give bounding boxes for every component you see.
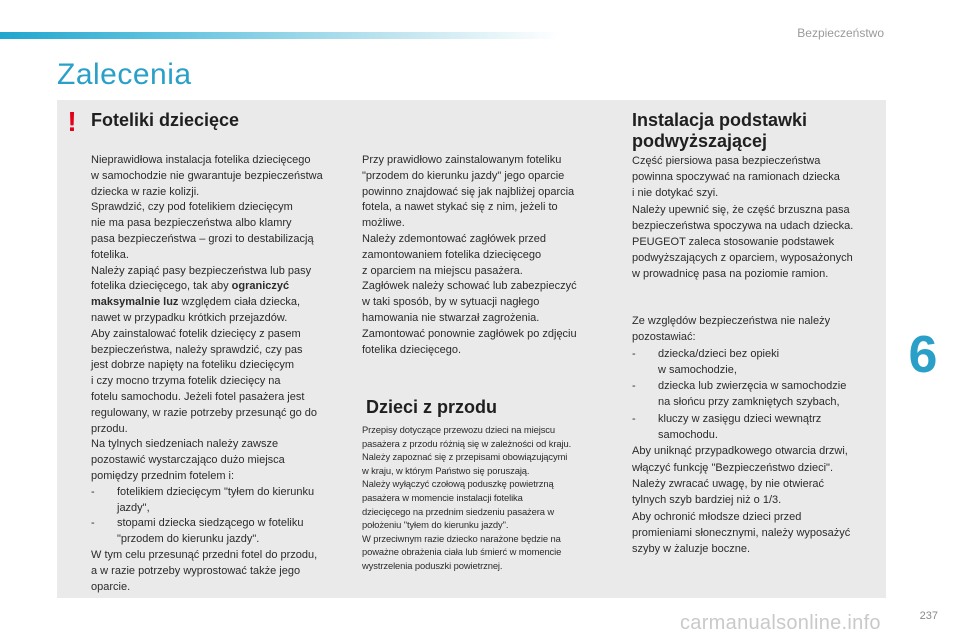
- text-line: W przeciwnym razie dziecko narażone będzie na: [362, 532, 561, 544]
- text-line: dziecka w razie kolizji.: [91, 185, 200, 198]
- text-line: pasa bezpieczeństwa – grozi to destabilizacją: [91, 232, 314, 245]
- text-line: w taki sposób, by w sytuacji nagłego: [362, 296, 540, 309]
- heading-line: podwyższającej: [632, 131, 768, 151]
- text-line: Należy zdemontować zagłówek przed: [362, 232, 547, 245]
- text-line: i czy mocno trzyma fotelik dziecięcy na: [91, 375, 281, 388]
- text-line: szyby w żaluzje boczne.: [632, 543, 750, 556]
- text-line: regulowany, w razie potrzeby przesunąć go do: [91, 406, 318, 419]
- text-line: Należy zapoznać się z przepisami obowiązującymi: [362, 451, 568, 463]
- bullet-dash: -: [632, 412, 636, 425]
- text-line: Należy wyłączyć czołową poduszkę powietrzną: [362, 478, 554, 490]
- text-line: Aby ochronić młodsze dzieci przed: [632, 510, 802, 523]
- text-line: i nie dotykać szyi.: [632, 187, 719, 200]
- bullet-dash: -: [91, 485, 95, 498]
- text-line: fotelu samochodu. Jeżeli fotel pasażera jest: [91, 390, 305, 403]
- headrest-text: [362, 153, 597, 358]
- text-line: Należy zapiąć pasy bezpieczeństwa lub pasy: [91, 264, 312, 277]
- text-line: promieniami słonecznymi, należy wyposażyć: [632, 526, 851, 539]
- bullet-text: dziecka lub zwierzęcia w samochodzie: [658, 380, 847, 393]
- bullet-dash: -: [91, 517, 95, 530]
- text-line: fotelika.: [91, 248, 129, 261]
- bullet-item: [632, 378, 884, 411]
- text-line: Nieprawidłowa instalacja fotelika dziecięcego: [91, 154, 311, 166]
- text-line: pasażera z przodu różnią się w zależności od kraju.: [362, 437, 572, 449]
- foteliki-text: [91, 153, 346, 595]
- safety-text: [632, 313, 884, 557]
- text-line: poważne obrażenia ciała lub śmierć w momencie: [362, 546, 562, 558]
- text-line: Należy upewnić się, że część brzuszna pasa: [632, 203, 850, 216]
- text-line: powinna spoczywać na ramionach dziecka: [632, 171, 840, 184]
- bullet-dash: -: [632, 347, 636, 360]
- text-line: Sprawdzić, czy pod fotelikiem dziecięcym: [91, 201, 293, 214]
- bullet-text: samochodu.: [658, 429, 718, 442]
- warning-icon: !: [67, 106, 77, 137]
- text-fragment: względem ciała dziecka,: [178, 296, 301, 309]
- text-line: w kraju, w którym Państwo się poruszają.: [362, 464, 530, 476]
- text-line: powinno znajdować się jak najbliżej oparcia: [362, 185, 575, 198]
- text-line: [91, 295, 346, 311]
- text-line: włączyć funkcję "Bezpieczeństwo dzieci".: [632, 461, 834, 474]
- text-line: Aby uniknąć przypadkowego otwarcia drzwi,: [632, 445, 848, 458]
- text-line: Przepisy dotyczące przewozu dzieci na miejscu: [362, 424, 555, 435]
- text-line: Na tylnych siedzeniach należy zawsze: [91, 438, 279, 451]
- bullet-text: stopami dziecka siedzącego w foteliku: [117, 517, 304, 530]
- text-line: oparcie.: [91, 580, 131, 593]
- emphasis-text: maksymalnie luz: [91, 296, 179, 309]
- text-line: Przy prawidłowo zainstalowanym foteliku: [362, 154, 562, 166]
- text-line: z oparciem na miejscu pasażera.: [362, 264, 523, 277]
- bullet-text: fotelikiem dziecięcym "tyłem do kierunku: [117, 485, 315, 498]
- heading-line: Instalacja podstawki: [632, 110, 808, 130]
- bullet-text: jazdy",: [117, 501, 150, 514]
- text-fragment: fotelika dziecięcego, tak aby: [91, 280, 232, 293]
- bullet-dash: -: [632, 380, 636, 393]
- text-line: Część piersiowa pasa bezpieczeństwa: [632, 155, 821, 167]
- bullet-item: [632, 346, 884, 379]
- text-line: nawet w przypadku krótkich przejazdów.: [91, 311, 288, 324]
- text-line: Aby zainstalować fotelik dziecięcy z pasem: [91, 327, 301, 340]
- text-line: podwyższających z oparciem, wyposażonych: [632, 252, 853, 265]
- text-line: przodu.: [91, 422, 128, 435]
- header-accent-bar: [0, 32, 560, 39]
- text-line: tylnych szyb bardziej niż o 1/3.: [632, 494, 782, 507]
- booster-text: [632, 153, 882, 283]
- text-line: Ze względów bezpieczeństwa nie należy: [632, 315, 831, 327]
- bullet-text: kluczy w zasięgu dzieci wewnątrz: [658, 412, 822, 425]
- text-line: PEUGEOT zaleca stosowanie podstawek: [632, 236, 835, 249]
- text-line: nie ma pasa bezpieczeństwa albo klamry: [91, 217, 292, 230]
- text-line: Zagłówek należy schować lub zabezpieczyć: [362, 280, 577, 293]
- text-line: pomiędzy przednim fotelem i:: [91, 469, 235, 482]
- text-line: w samochodzie nie gwarantuje bezpieczeństwa: [91, 169, 323, 182]
- bullet-text: "przodem do kierunku jazdy".: [117, 533, 260, 546]
- text-line: W tym celu przesunąć przedni fotel do przodu,: [91, 548, 318, 561]
- text-line: [91, 279, 346, 295]
- text-line: dziecięcego na przednim siedzeniu pasażera w: [362, 505, 555, 517]
- text-line: pasażera w momencie instalacji fotelika: [362, 491, 523, 503]
- page-number: 237: [919, 610, 938, 622]
- heading-foteliki: Foteliki dziecięce: [91, 110, 240, 130]
- text-line: bezpieczeństwa, należy sprawdzić, czy pas: [91, 343, 303, 356]
- bullet-item: [91, 485, 346, 517]
- text-line: hamowania nie stwarzał zagrożenia.: [362, 311, 540, 324]
- bullet-text: dziecka/dzieci bez opieki: [658, 347, 780, 360]
- bullet-text: na słońcu przy zamkniętych szybach,: [658, 396, 840, 409]
- bullet-item: [632, 411, 884, 444]
- emphasis-text: ograniczyć: [231, 280, 290, 293]
- text-line: bezpieczeństwa spoczywa na udach dziecka.: [632, 219, 854, 232]
- page-title: Zalecenia: [57, 58, 192, 91]
- text-line: "przodem do kierunku jazdy" jego oparcie: [362, 169, 565, 182]
- text-line: a w razie potrzeby wyprostować także jego: [91, 564, 301, 577]
- text-line: w prowadnicę pasa na poziomie ramion.: [632, 268, 829, 281]
- text-line: Należy zwracać uwagę, by nie otwierać: [632, 477, 824, 490]
- heading-dzieci-z-przodu: Dzieci z przodu: [366, 397, 498, 417]
- front-children-text: [362, 423, 597, 573]
- watermark: carmanualsonline.info: [680, 612, 881, 634]
- text-line: Zamontować ponownie zagłówek po zdjęciu: [362, 327, 577, 340]
- text-line: pozostawić wystarczająco dużo miejsca: [91, 454, 285, 467]
- text-line: położeniu "tyłem do kierunku jazdy".: [362, 519, 509, 531]
- text-line: pozostawiać:: [632, 331, 696, 344]
- text-line: jest dobrze napięty na foteliku dziecięcym: [91, 359, 294, 372]
- text-line: możliwe.: [362, 217, 405, 230]
- section-header: Bezpieczeństwo: [797, 26, 884, 40]
- text-line: fotela, a nawet stykać się z nim, jeżeli to: [362, 201, 558, 214]
- text-line: fotelika dziecięcego.: [362, 343, 462, 356]
- bullet-text: w samochodzie,: [658, 363, 737, 376]
- bullet-item: [91, 516, 346, 548]
- chapter-number: 6: [908, 326, 938, 384]
- text-line: wystrzelenia poduszki powietrznej.: [362, 559, 503, 571]
- heading-instalacja: [632, 110, 872, 152]
- text-line: zamontowaniem fotelika dziecięcego: [362, 248, 542, 261]
